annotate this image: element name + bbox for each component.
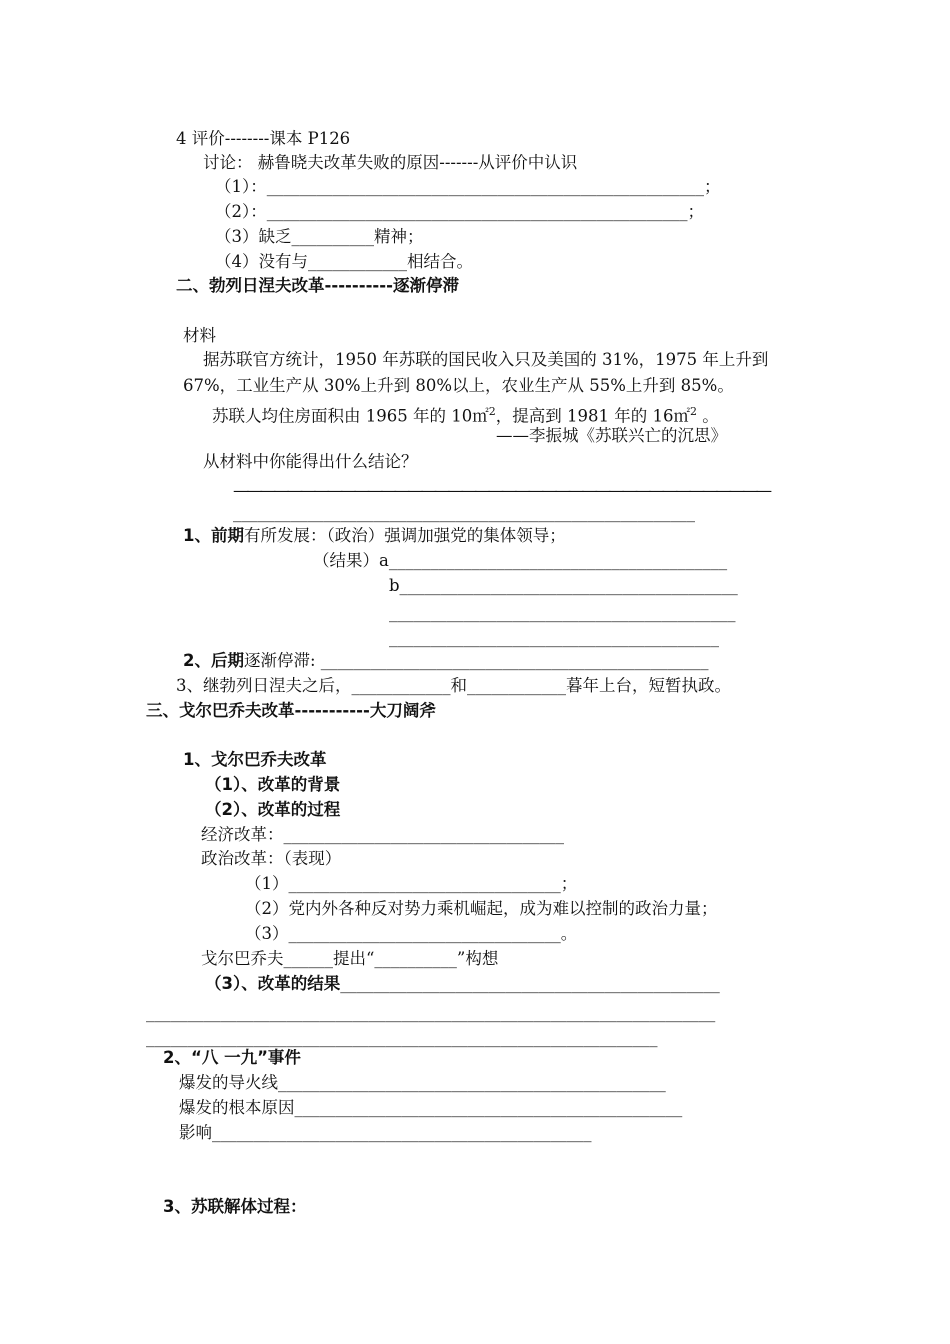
- impact-line[interactable]: 影响______________________________________________: [179, 1123, 592, 1142]
- fill-item-4[interactable]: （4）没有与____________相结合。: [215, 252, 473, 271]
- fill-item-3[interactable]: （3）缺乏__________精神；: [215, 227, 424, 246]
- fill-item-1[interactable]: （1）：_____________________________________________________；: [215, 177, 721, 196]
- reform-result-line: [205, 974, 720, 994]
- reform-result-blank-1[interactable]: _____________________________________________________________________: [146, 1003, 716, 1022]
- early-text: 有所发展：（政治）强调加强党的集体领导；: [243, 526, 566, 545]
- material-question: 从材料中你能得出什么结论？: [203, 452, 418, 471]
- material-paragraph-2: 67%，工业生产从 30%上升到 80%以上，农业生产从 55%上升到 85%。: [183, 376, 734, 395]
- reform-result-fill[interactable]: ______________________________________________: [340, 974, 720, 993]
- subheading-process: （2）、改革的过程: [205, 800, 341, 819]
- result-blank-line-2[interactable]: ________________________________________: [389, 628, 719, 647]
- fill-item-2[interactable]: （2）：___________________________________________________；: [215, 202, 704, 221]
- political-reform-line: 政治改革：（表现）: [201, 849, 342, 868]
- subheading-background: （1）、改革的背景: [205, 775, 341, 794]
- material-p3-text-b: ，提高到 1981 年的 16㎡: [495, 406, 690, 426]
- answer-line-1[interactable]: ————————————————————————————————————————: [233, 481, 770, 500]
- reform-result-blank-2[interactable]: ______________________________________________________________: [146, 1028, 658, 1047]
- material-paragraph-1: 据苏联官方统计，1950 年苏联的国民收入只及美国的 31%，1975 年上升到: [203, 350, 769, 369]
- evaluation-line: 4 评价--------课本 P126: [176, 129, 351, 148]
- material-label: 材料: [183, 326, 216, 345]
- section-heading-gorbachev: 三、戈尔巴乔夫改革-----------大刀阔斧: [146, 701, 436, 720]
- subheading-august-coup: 2、“八 一九”事件: [163, 1048, 301, 1067]
- trigger-line[interactable]: 爆发的导火线_______________________________________________: [179, 1073, 666, 1092]
- late-number: 2、: [183, 651, 211, 670]
- political-item-3[interactable]: （3）_________________________________。: [245, 924, 578, 943]
- economic-reform-line[interactable]: 经济改革：__________________________________: [201, 825, 564, 844]
- discussion-line: 讨论： 赫鲁晓夫改革失败的原因-------从评价中认识: [203, 153, 578, 172]
- material-p3-text-a: 苏联人均住房面积由 1965 年的 10㎡: [212, 406, 489, 426]
- subheading-result: （3）、改革的结果: [205, 974, 341, 993]
- successor-line[interactable]: 3、继勃列日涅夫之后，____________和____________暮年上台，短暂执政。: [176, 676, 731, 695]
- political-item-1[interactable]: （1）_________________________________；: [245, 874, 578, 893]
- material-p3-text-c: 。: [696, 406, 719, 426]
- answer-line-2[interactable]: ________________________________________________________: [233, 503, 695, 522]
- late-period-line: [183, 651, 709, 671]
- result-b-line[interactable]: b_________________________________________: [389, 576, 738, 595]
- early-number: 1、: [183, 526, 211, 545]
- late-text[interactable]: 逐渐停滞: _______________________________________________: [243, 651, 709, 670]
- political-item-2: （2）党内外各种反对势力乘机崛起，成为难以控制的政治力量；: [245, 899, 718, 918]
- early-label: 前期: [210, 526, 244, 545]
- root-cause-line[interactable]: 爆发的根本原因_______________________________________________: [179, 1098, 683, 1117]
- result-a-line[interactable]: （结果）a_________________________________________: [313, 551, 728, 570]
- late-label: 后期: [210, 651, 244, 670]
- superscript-2: 2: [689, 405, 697, 418]
- material-paragraph-3: [212, 402, 719, 427]
- material-source: ——李振城《苏联兴亡的沉思》: [496, 426, 727, 445]
- subheading-dissolution: 3、苏联解体过程：: [163, 1197, 307, 1216]
- superscript-2: 2: [488, 405, 496, 418]
- result-blank-line-1[interactable]: __________________________________________: [389, 603, 736, 622]
- section-heading-brezhnev: 二、勃列日涅夫改革----------逐渐停滞: [176, 276, 459, 295]
- early-period-line: [183, 526, 566, 546]
- concept-line[interactable]: 戈尔巴乔夫______提出“__________”构想: [201, 949, 499, 968]
- subheading-gorbachev-reform: 1、戈尔巴乔夫改革: [183, 750, 327, 769]
